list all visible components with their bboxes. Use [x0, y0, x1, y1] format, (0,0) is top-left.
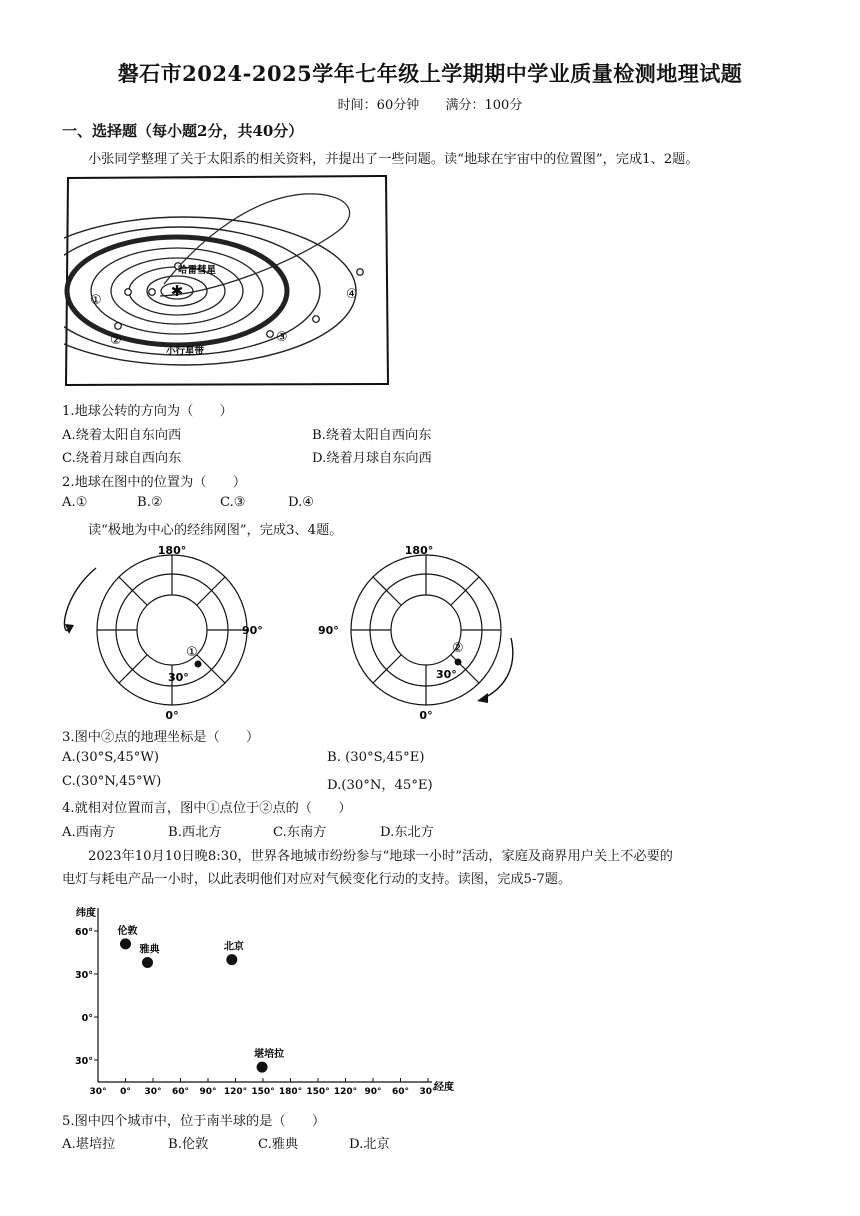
city-point [257, 1062, 268, 1073]
q2-option-b: B.② [137, 495, 163, 510]
x-tick-label: 120° [333, 1087, 358, 1097]
marker-3: ③ [276, 330, 288, 345]
x-tick-label: 150° [306, 1087, 330, 1097]
marker-2: ② [110, 333, 122, 348]
city-label: 堪培拉 [254, 1049, 285, 1061]
sun-icon: ✱ [170, 282, 184, 300]
q2-option-a: A.① [62, 495, 88, 510]
question-3: 3.图中②点的地理坐标是（ ） [62, 730, 260, 745]
asteroid-belt-label: 小行星带 [166, 346, 205, 357]
polar-grid-left [64, 555, 247, 705]
x-tick-label: 90° [199, 1087, 217, 1097]
section-heading: 一、选择题（每小题2分，共40分） [62, 122, 304, 140]
q1-option-a: A.绕着太阳自东向西 [62, 428, 182, 443]
city-point [226, 954, 237, 965]
city-label: 伦敦 [117, 925, 138, 937]
question-2: 2.地球在图中的位置为（ ） [62, 475, 247, 490]
intro-paragraph-2: 读“极地为中心的经纬网图”，完成3、4题。 [88, 523, 343, 538]
right-label-90: 90° [318, 624, 339, 637]
q3-option-b: B. (30°S,45°E) [327, 750, 425, 765]
score-label: 满分：100分 [445, 98, 523, 113]
left-label-lat: 30° [168, 671, 189, 684]
y-axis-label: 纬度 [76, 908, 96, 919]
q1-option-d: D.绕着月球自东向西 [312, 451, 432, 466]
question-4: 4.就相对位置而言，图中①点位于②点的（ ） [62, 801, 352, 816]
solar-system-figure [64, 174, 390, 388]
intro-paragraph-1: 小张同学整理了关于太阳系的相关资料，并提出了一些问题。读“地球在宇宙中的位置图”，完成1、2题。 [88, 152, 699, 167]
city-label: 雅典 [139, 944, 160, 956]
q4-option-a: A.西南方 [62, 825, 116, 840]
x-tick-label: 30° [144, 1087, 162, 1097]
city-label: 北京 [223, 941, 244, 953]
x-axis-label: 经度 [434, 1082, 454, 1093]
right-label-0: 0° [419, 709, 433, 722]
q2-option-d: D.④ [288, 495, 315, 510]
x-tick-label: 60° [171, 1087, 190, 1097]
q3-option-d: D.(30°N，45°E) [327, 778, 433, 793]
page-title: 磐石市2024-2025学年七年级上学期期中学业质量检测地理试题 [117, 61, 743, 86]
q4-option-c: C.东南方 [273, 825, 327, 840]
time-label: 时间：60分钟 [337, 98, 420, 113]
x-tick-label: 30° [419, 1087, 437, 1097]
exam-meta [0, 94, 860, 113]
q4-option-d: D.东北方 [380, 825, 434, 840]
left-label-90: 90° [242, 624, 263, 637]
q5-option-c: C.雅典 [258, 1137, 299, 1152]
q5-option-a: A.堪培拉 [62, 1137, 116, 1152]
x-tick-label: 150° [251, 1087, 275, 1097]
point-1-dot [195, 661, 202, 668]
city-scatter-chart [70, 900, 466, 1100]
y-tick-label: 30° [75, 1056, 93, 1067]
y-tick-label: 30° [75, 970, 93, 981]
intro-paragraph-3-line-2: 电灯与耗电产品一小时，以此表明他们对应对气候变化行动的支持。读图，完成5-7题。 [62, 872, 572, 887]
question-5: 5.图中四个城市中，位于南半球的是（ ） [62, 1114, 326, 1129]
q3-option-c: C.(30°N,45°W) [62, 774, 162, 789]
marker-4: ④ [346, 287, 358, 302]
comet-label: 哈雷彗星 [178, 265, 217, 276]
x-tick-label: 180° [278, 1087, 303, 1097]
right-label-lat: 30° [436, 668, 457, 681]
left-label-0: 0° [165, 709, 179, 722]
q1-option-c: C.绕着月球自西向东 [62, 451, 182, 466]
x-tick-label: 90° [364, 1087, 382, 1097]
x-tick-label: 0° [120, 1087, 131, 1097]
q4-option-b: B.西北方 [168, 825, 222, 840]
q1-option-b: B.绕着太阳自西向东 [312, 428, 432, 443]
y-tick-label: 0° [81, 1013, 93, 1024]
polar-grid-figure [56, 538, 522, 722]
question-1: 1.地球公转的方向为（ ） [62, 404, 233, 419]
x-tick-label: 120° [223, 1087, 248, 1097]
q5-option-d: D.北京 [349, 1137, 390, 1152]
point-2-dot [455, 659, 462, 666]
x-tick-label: 60° [391, 1087, 410, 1097]
q2-option-c: C.③ [220, 495, 246, 510]
city-point [120, 938, 131, 949]
point-1-label: ① [186, 645, 198, 660]
q3-option-a: A.(30°S,45°W) [62, 750, 160, 765]
point-2-label: ② [452, 641, 464, 656]
x-tick-label: 30° [89, 1087, 107, 1097]
left-label-180: 180° [157, 544, 187, 557]
intro-paragraph-3-line-1: 2023年10月10日晚8:30，世界各地城市纷纷参与“地球一小时”活动，家庭及商界用户关上不必要的 [88, 849, 673, 864]
polar-grid-right [351, 555, 513, 705]
city-point [142, 957, 153, 968]
q5-option-b: B.伦敦 [168, 1137, 209, 1152]
right-label-180: 180° [404, 544, 434, 557]
marker-1: ① [90, 293, 102, 308]
y-tick-label: 60° [75, 927, 93, 938]
